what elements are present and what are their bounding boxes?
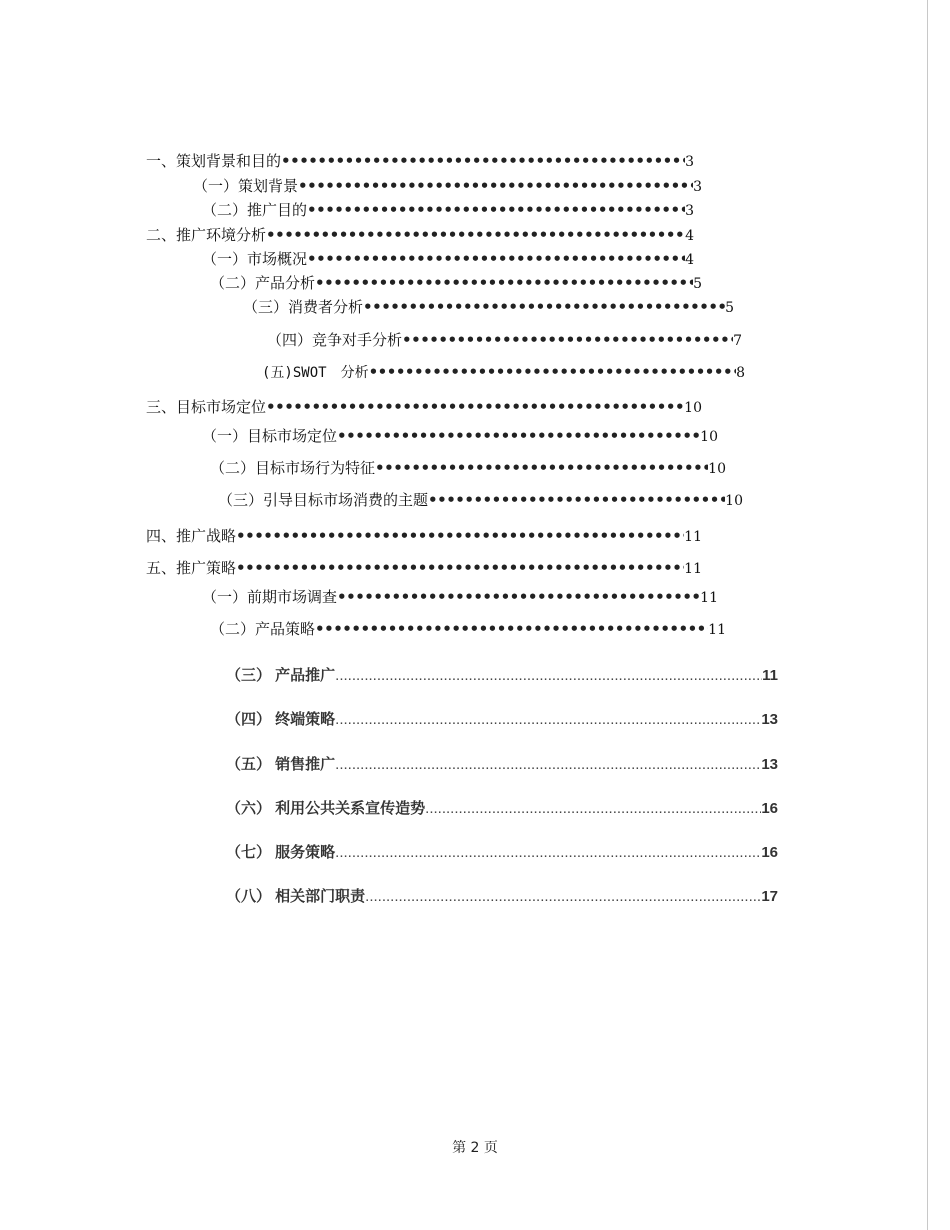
toc-page-number: 13	[761, 711, 778, 728]
toc-page-number: 11	[700, 590, 718, 606]
toc-entry[interactable]	[146, 526, 702, 546]
toc-entry-label: （二）推广目的	[202, 201, 308, 219]
toc-page-number: 4	[685, 252, 694, 268]
toc-page-number: 11	[684, 529, 702, 545]
toc-leader-dots	[369, 362, 737, 382]
toc-leader-dots	[335, 709, 761, 731]
toc-entry[interactable]	[146, 225, 694, 245]
toc-leader-dots	[307, 249, 685, 269]
toc-entry[interactable]	[226, 842, 778, 864]
toc-entry[interactable]	[210, 619, 726, 639]
toc-entry[interactable]	[146, 151, 694, 171]
toc-leader-dots	[337, 426, 700, 446]
toc-page-number: 3	[685, 203, 694, 219]
toc-entry-label: （六） 利用公共关系宣传造势	[226, 800, 426, 817]
toc-entry-label: （四） 终端策略	[226, 711, 336, 728]
toc-entry[interactable]	[202, 249, 694, 269]
toc-page-number: 17	[761, 888, 778, 905]
toc-page-number: 8	[736, 365, 745, 381]
toc-entry[interactable]	[202, 200, 694, 220]
toc-entry-label: （二）产品策略	[210, 620, 316, 638]
toc-leader-dots	[281, 151, 685, 171]
toc-entry[interactable]	[146, 558, 702, 578]
toc-page-number: 16	[761, 844, 778, 861]
toc-leader-dots	[266, 225, 685, 245]
toc-entry-label: （二）目标市场行为特征	[210, 459, 376, 477]
toc-entry-label: 二、推广环境分析	[146, 226, 267, 244]
toc-leader-dots	[266, 397, 684, 417]
toc-page-number: 10	[700, 429, 718, 445]
toc-leader-dots	[315, 619, 708, 639]
toc-page-number: 10	[725, 493, 743, 509]
toc-entry[interactable]	[226, 665, 778, 687]
toc-leader-dots	[337, 587, 700, 607]
toc-entry-label: (五)SWOT 分析	[262, 365, 369, 381]
toc-entry[interactable]	[202, 587, 718, 607]
toc-page-number: 3	[693, 179, 702, 195]
toc-leader-dots	[363, 297, 725, 317]
toc-entry[interactable]	[226, 886, 778, 908]
toc-leader-dots	[402, 330, 733, 350]
toc-leader-dots	[298, 176, 693, 196]
toc-entry-label: （三）引导目标市场消费的主题	[218, 491, 429, 509]
toc-entry-label: （八） 相关部门职责	[226, 888, 366, 905]
toc-entry[interactable]	[267, 330, 742, 350]
toc-entry[interactable]	[218, 490, 743, 510]
toc-page-number: 3	[685, 154, 694, 170]
toc-entry-label: 三、目标市场定位	[146, 398, 267, 416]
toc-page-number: 10	[708, 461, 726, 477]
toc-entry[interactable]	[146, 397, 702, 417]
toc-leader-dots	[315, 273, 693, 293]
toc-entry-label: （七） 服务策略	[226, 844, 336, 861]
toc-leader-dots	[375, 458, 708, 478]
toc-entry-label: （五） 销售推广	[226, 756, 336, 773]
toc-entry[interactable]	[226, 754, 778, 776]
toc-page-number: 11	[762, 667, 778, 684]
toc-leader-dots	[335, 754, 761, 776]
toc-entry[interactable]	[262, 362, 745, 382]
page-footer-number: 第 2 页	[452, 1140, 498, 1156]
toc-entry[interactable]	[202, 426, 718, 446]
toc-entry-label: （一）目标市场定位	[202, 427, 338, 445]
toc-entry-label: （一）市场概况	[202, 250, 308, 268]
toc-page-number: 13	[761, 756, 778, 773]
toc-leader-dots	[365, 886, 761, 908]
toc-entry[interactable]	[226, 798, 778, 820]
toc-page-number: 4	[685, 228, 694, 244]
toc-entry[interactable]	[210, 458, 726, 478]
toc-entry-label: （四）竞争对手分析	[267, 331, 403, 349]
toc-entry[interactable]	[210, 273, 702, 293]
toc-page-number: 5	[693, 276, 702, 292]
toc-leader-dots	[335, 842, 761, 864]
toc-entry[interactable]	[193, 176, 702, 196]
toc-leader-dots	[236, 558, 684, 578]
toc-leader-dots	[425, 798, 761, 820]
toc-entry-label: （一）策划背景	[193, 177, 299, 195]
toc-page-number: 11	[708, 622, 726, 638]
toc-entry[interactable]	[243, 297, 734, 317]
toc-entry-label: （三） 产品推广	[226, 667, 336, 684]
toc-page-number: 7	[733, 333, 742, 349]
toc-leader-dots	[307, 200, 685, 220]
toc-entry-label: 五、推广策略	[146, 559, 237, 577]
toc-page-number: 5	[725, 300, 734, 316]
toc-leader-dots	[428, 490, 725, 510]
toc-entry-label: 四、推广战略	[146, 527, 237, 545]
toc-leader-dots	[335, 665, 762, 687]
toc-entry-label: （一）前期市场调查	[202, 588, 338, 606]
toc-entry-label: 一、策划背景和目的	[146, 152, 282, 170]
page-edge-line	[927, 0, 928, 1230]
toc-leader-dots	[236, 526, 684, 546]
toc-entry[interactable]	[226, 709, 778, 731]
toc-page-number: 11	[684, 561, 702, 577]
toc-page-number: 10	[684, 400, 702, 416]
toc-entry-label: （三）消费者分析	[243, 298, 364, 316]
toc-entry-label: （二）产品分析	[210, 274, 316, 292]
toc-page-number: 16	[761, 800, 778, 817]
